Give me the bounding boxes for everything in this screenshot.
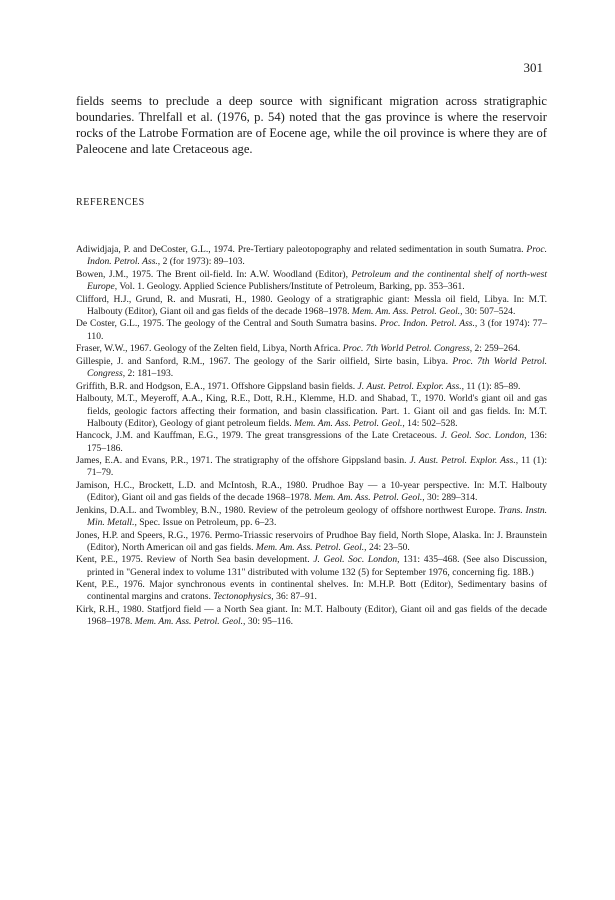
reference-volume: Vol. 1. Geology. Applied Science Publishers/Institute of Petroleum, Barking, pp. 353–361. xyxy=(119,280,465,292)
reference-volume: 30: 507–524. xyxy=(464,305,516,317)
reference-title: The stratigraphy of the offshore Gippsland basin. xyxy=(215,455,407,467)
reference-source: Mem. Am. Ass. Petrol. Geol., xyxy=(313,492,425,504)
references-heading: REFERENCES xyxy=(76,197,145,208)
reference-source: J. Geol. Soc. London, xyxy=(313,554,400,566)
reference-source: Mem. Am. Ass. Petrol. Geol., xyxy=(255,541,367,553)
reference-item xyxy=(76,294,547,318)
reference-title: Pre-Tertiary paleotopography and related sedimentation in south Sumatra. xyxy=(237,244,524,255)
reference-volume: 136: 175–186. xyxy=(87,430,548,454)
reference-source: Proc. Indon. Petrol. Ass., xyxy=(379,318,478,330)
reference-list xyxy=(76,244,547,629)
reference-authors: Kirk, R.H., 1980. xyxy=(76,604,144,616)
reference-title: Review of the petroleum geology of offshore northwest Europe. xyxy=(248,504,496,516)
reference-item xyxy=(76,381,547,393)
reference-item xyxy=(76,343,547,355)
reference-authors: De Coster, G.L., 1975. xyxy=(76,318,164,330)
reference-volume: 11 (1): 85–89. xyxy=(466,380,521,392)
reference-title: The great transgressions of the Late Cretaceous. xyxy=(246,430,438,442)
reference-volume: 11 (1): 71–79. xyxy=(87,455,547,479)
reference-source: Mem. Am. Ass. Petrol. Geol., xyxy=(351,305,463,317)
reference-authors: James, E.A. and Evans, P.R., 1971. xyxy=(76,455,213,467)
reference-title: World's giant oil and gas fields, geologic factors affecting their formation, and basin classification. Part. 1. Giant oil and gas fields. In: M.T. Halbouty (Editor), Geology of giant petroleum fields. xyxy=(87,393,547,429)
reference-source: Petroleum and the continental shelf of north-west Europe, xyxy=(87,268,547,292)
reference-source: Mem. Am. Ass. Petrol. Geol., xyxy=(134,616,246,628)
reference-item xyxy=(76,505,547,529)
reference-item xyxy=(76,554,547,578)
reference-volume: 24: 23–50. xyxy=(368,541,410,553)
reference-item xyxy=(76,604,547,628)
reference-volume: 131: 435–468. (See also Discussion, printed in "General index to volume 131" distributed with volume 132 (5) for September 1976, concerning fig. 18B.) xyxy=(87,554,547,578)
reference-authors: Gillespie, J. and Sanford, R.M., 1967. xyxy=(76,355,231,367)
reference-authors: Jamison, H.C., Brockett, L.D. and McIntosh, R.A., 1980. xyxy=(76,479,308,491)
reference-title: Statfjord field — a North Sea giant. In: M.T. Halbouty (Editor), Giant oil and gas fields of the decade 1968–1978. xyxy=(87,604,548,628)
intro-paragraph: fields seems to preclude a deep source with significant migration across stratigraphic boundaries. Threlfall et al. (1976, p. 54) noted that the gas province is where the reservoir rocks of the Latrobe Formation are of Eocene age, while the oil province is where they are of Paleocene and late Cretaceous age. xyxy=(76,94,547,156)
reference-title: Geology of the Zelten field, Libya, North Africa. xyxy=(153,343,341,355)
reference-volume: 30: 289–314. xyxy=(427,492,478,504)
reference-item xyxy=(76,244,547,268)
reference-title: Geology of a stratigraphic giant: Messla oil field, Libya. In: M.T. Halbouty (Editor), Giant oil and gas fields of the decade 1968–1978. xyxy=(87,293,547,317)
reference-volume: 2: 181–193. xyxy=(127,368,174,380)
reference-item xyxy=(76,430,547,454)
reference-authors: Clifford, H.J., Grund, R. and Musrati, H., 1980. xyxy=(76,293,273,305)
reference-title: The geology of the Sarir oilfield, Sirte basin, Libya. xyxy=(234,355,449,367)
reference-volume: 3 (for 1974): 77–110. xyxy=(87,318,548,342)
reference-title: Review of North Sea basin development. xyxy=(146,554,310,566)
reference-volume: Spec. Issue on Petroleum, pp. 6–23. xyxy=(139,516,277,528)
reference-volume: 14: 502–528. xyxy=(407,417,458,429)
reference-authors: Bowen, J.M., 1975. xyxy=(76,268,154,280)
reference-title: The geology of the Central and South Sumatra basins. xyxy=(166,318,377,330)
reference-authors: Adiwidjaja, P. and DeCoster, G.L., 1974. xyxy=(76,244,235,255)
reference-authors: Fraser, W.W., 1967. xyxy=(76,343,152,355)
reference-item xyxy=(76,356,547,380)
reference-source: Tectonophysics, xyxy=(213,591,274,603)
reference-item xyxy=(76,579,547,603)
reference-source: J. Aust. Petrol. Explor. Ass., xyxy=(357,380,464,392)
reference-item xyxy=(76,530,547,554)
reference-item xyxy=(76,480,547,504)
reference-title: The Brent oil-field. In: A.W. Woodland (Editor), xyxy=(156,268,348,280)
reference-authors: Kent, P.E., 1976. xyxy=(76,579,145,591)
reference-authors: Halbouty, M.T., Meyeroff, A.A., King, R.E., Dott, R.H., Klemme, H.D. and Shabad, T., 1970. xyxy=(76,393,446,405)
reference-item xyxy=(76,393,547,429)
reference-title: Offshore Gippsland basin fields. xyxy=(231,380,356,392)
reference-authors: Kent, P.E., 1975. xyxy=(76,554,143,566)
reference-authors: Jones, H.P. and Speers, R.G., 1976. xyxy=(76,529,213,541)
reference-source: Proc. 7th World Petrol. Congress, xyxy=(87,355,547,380)
reference-volume: 36: 87–91. xyxy=(276,591,317,603)
reference-authors: Griffith, B.R. and Hodgson, E.A., 1971. xyxy=(76,380,229,392)
reference-source: Proc. 7th World Petrol. Congress, xyxy=(342,343,473,355)
reference-title: Major synchronous events in continental shelves. In: M.H.P. Bott (Editor), Sedimentary basins of continental margins and cratons. xyxy=(87,579,548,603)
reference-authors: Hancock, J.M. and Kauffman, E.G., 1979. xyxy=(76,430,244,442)
reference-source: Trans. Instn. Min. Metall., xyxy=(87,504,548,528)
reference-item xyxy=(76,455,547,479)
reference-authors: Jenkins, D.A.L. and Twombley, B.N., 1980. xyxy=(76,504,246,516)
reference-title: Prudhoe Bay — a 10-year perspective. In: M.T. Halbouty (Editor), Giant oil and gas fields of the decade 1968–1978. xyxy=(87,479,547,504)
reference-item xyxy=(76,269,547,293)
reference-volume: 2 (for 1973): 89–103. xyxy=(162,256,245,268)
reference-volume: 2: 259–264. xyxy=(474,343,521,355)
reference-source: Mem. Am. Ass. Petrol. Geol., xyxy=(294,417,405,429)
reference-source: J. Geol. Soc. London, xyxy=(440,430,527,442)
reference-item xyxy=(76,318,547,342)
page-number: 301 xyxy=(523,60,543,75)
reference-volume: 30: 95–116. xyxy=(247,616,294,628)
reference-title: Permo-Triassic reservoirs of Prudhoe Bay field, North Slope, Alaska. In: J. Braunstein (Editor), North American oil and gas fields. xyxy=(87,529,548,553)
reference-source: J. Aust. Petrol. Explor. Ass., xyxy=(409,455,519,467)
reference-source: Proc. Indon. Petrol. Ass., xyxy=(87,244,547,268)
